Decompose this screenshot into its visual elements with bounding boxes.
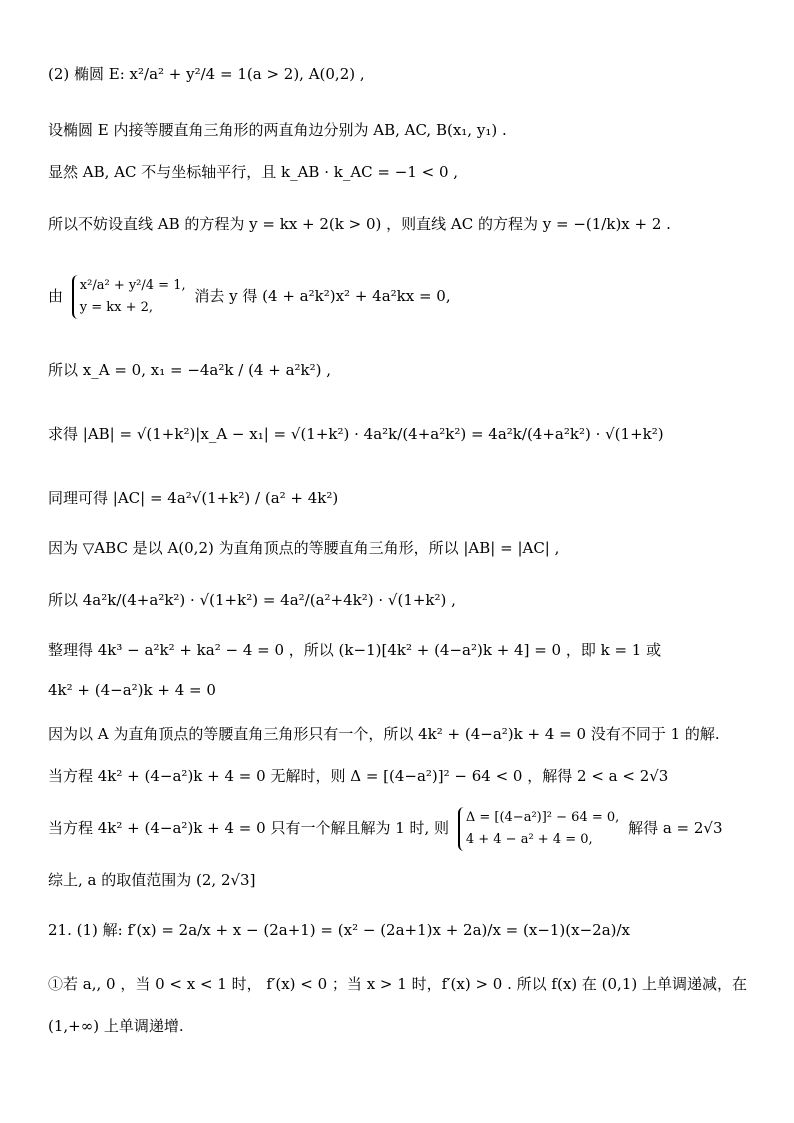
text-line-16: 综上, a 的取值范围为 (2, 2√3] [48,871,256,889]
text-line-12: 4k² + (4−a²)k + 4 = 0 [48,681,216,699]
text-line-4: 所以不妨设直线 AB 的方程为 y = kx + 2(k > 0) ，则直线 AC 的方程为 y = −(1/k)x + 2 . [48,215,671,233]
text-line-6: 所以 x_A = 0, x₁ = −4a²k / (4 + a²k²) , [48,361,332,379]
text-line-8: 同理可得 |AC| = 4a²√(1+k²) / (a² + 4k²) [48,489,339,507]
text-line-14: 当方程 4k² + (4−a²)k + 4 = 0 无解时，则 Δ = [(4−a²)]² − 64 < 0 ，解得 2 < a < 2√3 [48,767,669,785]
text-line-7: 求得 |AB| = √(1+k²)|x_A − x₁| = √(1+k²) · 4a²k/(4+a²k²) = 4a²k/(4+a²k²) · √(1+k²) [48,425,664,443]
eliminate-text: 消去 y 得 (4 + a²k²)x² + 4a²kx = 0, [194,287,451,305]
solve-result: 解得 a = 2√3 [628,819,723,837]
text-line-17: 21. (1) 解: f′(x) = 2a/x + x − (2a+1) = (x² − (2a+1)x + 2a)/x = (x−1)(x−2a)/x [48,921,631,939]
condition-system [458,807,619,851]
text-line-3: 显然 AB, AC 不与坐标轴平行，且 k_AB · k_AC = −1 < 0 , [48,163,459,181]
text-line-9: 因为 ▽ABC 是以 A(0,2) 为直角顶点的等腰直角三角形，所以 |AB| = |AC| , [48,539,560,557]
text-line-18: ①若 a,, 0 ，当 0 < x < 1 时， f′(x) < 0 ；当 x > 1 时，f′(x) > 0 . 所以 f(x) 在 (0,1) 上单调递减，在 [48,975,747,993]
system-eq-2: y = kx + 2, [79,300,154,315]
you-label: 由 [48,287,64,305]
text-line-1: (2) 椭圆 E: x²/a² + y²/4 = 1(a > 2), A(0,2) , [48,65,365,83]
condition-eq-2: 4 + 4 − a² + 4 = 0, [465,832,593,847]
text-line-19: (1,+∞) 上单调递增. [48,1017,184,1035]
text-line-11: 整理得 4k³ − a²k² + ka² − 4 = 0 ，所以 (k−1)[4k² + (4−a²)k + 4] = 0 ，即 k = 1 或 [48,641,662,659]
text-line-15 [48,800,754,856]
case-one-solution-text: 当方程 4k² + (4−a²)k + 4 = 0 只有一个解且解为 1 时, 则 [48,819,450,837]
system-eq-1: x²/a² + y²/4 = 1, [79,278,186,293]
text-line-10: 所以 4a²k/(4+a²k²) · √(1+k²) = 4a²/(a²+4k²) · √(1+k²) , [48,591,456,609]
condition-eq-1: Δ = [(4−a²)]² − 64 = 0, [465,810,620,825]
text-line-13: 因为以 A 为直角顶点的等腰直角三角形只有一个，所以 4k² + (4−a²)k + 4 = 0 没有不同于 1 的解. [48,725,720,743]
text-line-2: 设椭圆 E 内接等腰直角三角形的两直角边分别为 AB, AC, B(x₁, y₁) . [48,121,507,139]
equation-system [72,275,186,319]
equation-system-line [48,268,754,324]
